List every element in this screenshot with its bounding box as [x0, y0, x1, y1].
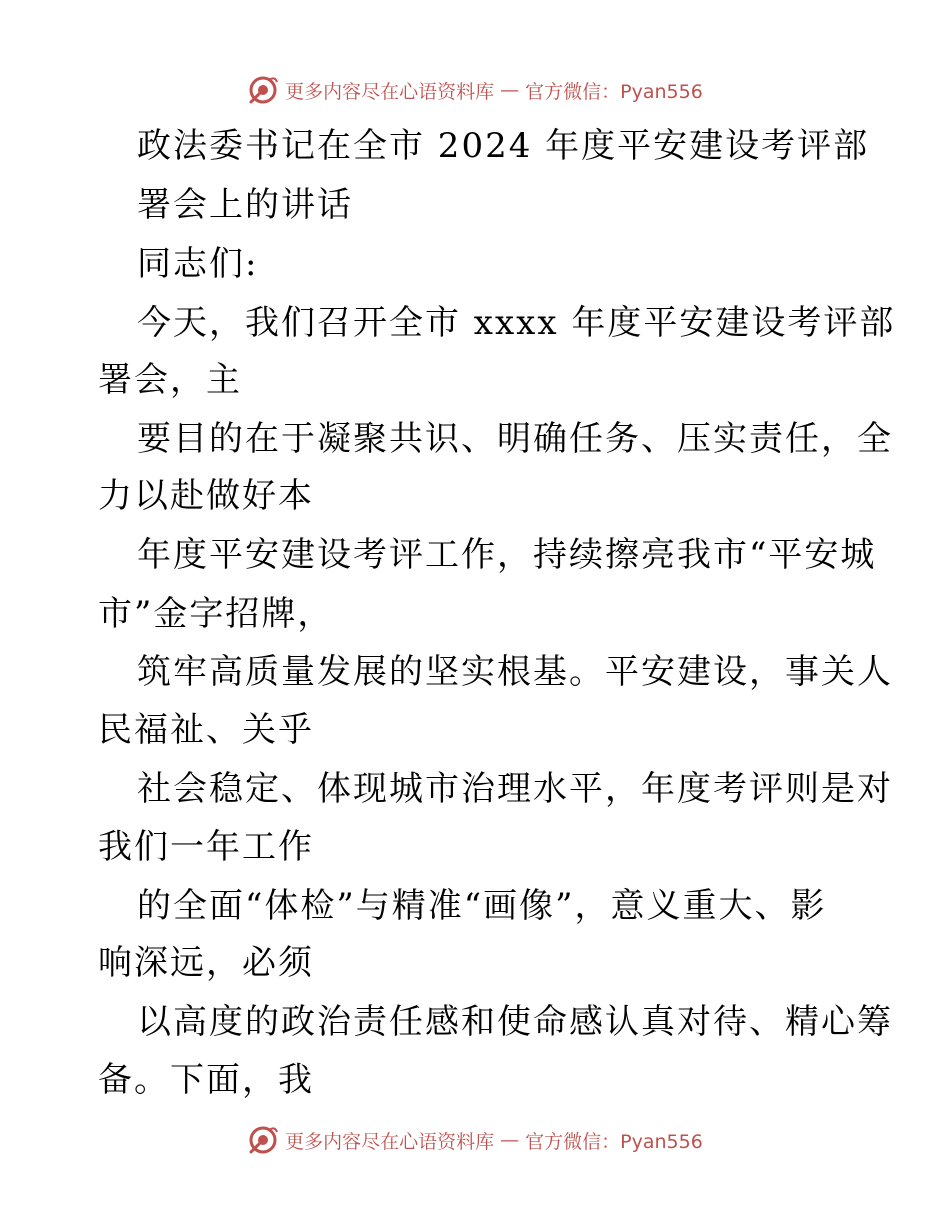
- body-line: 响深远，必须: [98, 943, 314, 983]
- document-title-line-1: 政法委书记在全市 2024 年度平安建设考评部: [137, 126, 870, 166]
- body-line: 社会稳定、体现城市治理水平，年度考评则是对: [137, 769, 893, 809]
- pen-logo-icon: [247, 1124, 279, 1156]
- salutation: 同志们:: [137, 244, 259, 284]
- body-line: 筑牢高质量发展的坚实根基。平安建设，事关人: [137, 652, 893, 692]
- watermark-wechat: 官方微信：Pyan556: [525, 1130, 703, 1153]
- watermark-dash: —: [500, 79, 520, 101]
- body-line: 署会，主: [98, 360, 242, 400]
- body-line: 今天，我们召开全市 xxxx 年度平安建设考评部: [137, 303, 896, 343]
- footer-watermark: [0, 1120, 950, 1160]
- body-line: 民福祉、关乎: [98, 710, 314, 750]
- watermark-text: 更多内容尽在心语资料库: [285, 80, 495, 103]
- body-line: 力以赴做好本: [98, 476, 314, 516]
- header-watermark: [0, 70, 950, 110]
- pen-logo-icon: [247, 74, 279, 106]
- body-line: 要目的在于凝聚共识、明确任务、压实责任，全: [137, 419, 893, 459]
- body-line: 我们一年工作: [98, 827, 314, 867]
- document-title-line-2: 署会上的讲话: [137, 185, 353, 225]
- body-line: 以高度的政治责任感和使命感认真对待、精心筹: [137, 1002, 893, 1042]
- body-line: 市”金字招牌，: [98, 594, 334, 634]
- watermark-wechat: 官方微信：Pyan556: [525, 80, 703, 103]
- body-line: 备。下面，我: [98, 1060, 314, 1100]
- body-line: 的全面“体检”与精准“画像”，意义重大、影: [137, 886, 827, 926]
- watermark-dash: —: [500, 1129, 520, 1151]
- watermark-text: 更多内容尽在心语资料库: [285, 1130, 495, 1153]
- body-line: 年度平安建设考评工作，持续擦亮我市“平安城: [137, 535, 877, 575]
